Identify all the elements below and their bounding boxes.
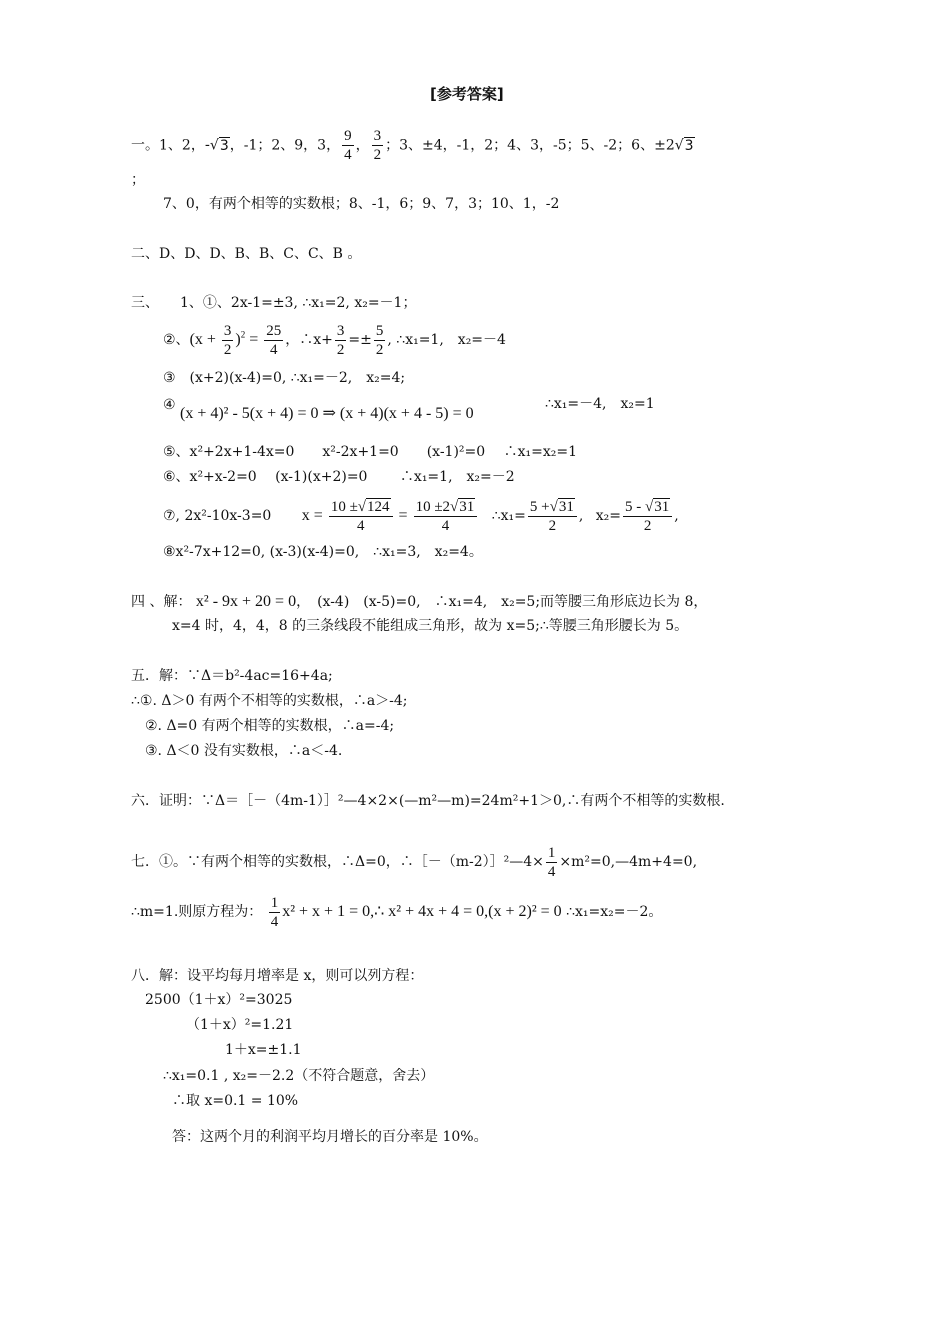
s4-line-1: 四 、解： x² - 9x + 20 = 0， (x-4) (x-5)=0, ∴x₁=4, x₂=5;而等腰三角形底边长为 8， <box>131 593 708 610</box>
s8-line-7: 答：这两个月的利润平均月增长的百分率是 10%。 <box>172 1129 488 1145</box>
s1-text-b: ，-1；2、9，3， <box>229 137 341 154</box>
s1-text-c: ；3、±4，-1，2；4、3，-5；5、-2；6、±2 <box>385 137 675 154</box>
fraction-9-4: $\frac{9}{4}$ <box>344 128 352 163</box>
s1-text-a: 一。1、2， <box>131 137 205 154</box>
s3-line-7: ⑦, 2x²-10x-3=0 x = $\frac{10 \pm√124}{4}$ = $\frac{10 \pm 2√31}{4}$ ∴x₁= $\frac{5 +√31}{2}$ , x₂= $\frac{5 - √31}{2}$ , <box>163 498 679 534</box>
sqrt-symbol: -√3 <box>204 137 229 154</box>
fraction-3-2: $\frac{3}{2}$ <box>373 128 382 163</box>
s8-line-6: ∴取 x=0.1 = 10% <box>172 1093 299 1109</box>
s3-line-8: ⑧x²-7x+12=0, (x-3)(x-4)=0, ∴x₁=3, x₂=4。 <box>163 544 483 560</box>
s8-line-1: 八．解：设平均每月增率是 x，则可以列方程： <box>131 968 424 984</box>
section-2: 二、D、D、D、B、B、C、C、B 。 <box>131 246 362 262</box>
s5-line-2: ∴①. Δ＞0 有两个不相等的实数根，∴a＞-4; <box>131 693 408 709</box>
s8-line-2: 2500（1＋x）²=3025 <box>145 992 293 1008</box>
s3-line-6: ⑥、x²+x-2=0 (x-1)(x+2)=0 ∴x₁=1, x₂=－2 <box>163 469 515 485</box>
s3-line-1: 三、 1、①、2x-1=±3, ∴x₁=2, x₂=－1； <box>131 295 417 311</box>
s3-line-4a: ④ <box>163 397 176 413</box>
s5-line-3: ②. Δ=0 有两个相等的实数根，∴a=-4; <box>145 718 395 734</box>
s8-line-5: ∴x₁=0.1 , x₂=－2.2（不符合题意，舍去） <box>163 1068 435 1084</box>
s3-line-4-equation: (x + 4)² - 5(x + 4) = 0 ⇒ (x + 4)(x + 4 - 5) = 0 <box>180 405 474 422</box>
s3-line-5: ⑤、x²+2x+1-4x=0 x²-2x+1=0 (x-1)²=0 ∴x₁=x₂=1 <box>163 444 578 460</box>
s8-line-3: （1＋x）²=1.21 <box>186 1017 294 1033</box>
s4-line-2: x=4 时，4，4，8 的三条线段不能组成三角形，故为 x=5;∴等腰三角形腰长为 5。 <box>172 618 689 634</box>
s3-line-3: ③ (x+2)(x-4)=0, ∴x₁=－2, x₂=4; <box>163 370 406 386</box>
s5-line-4: ③. Δ＜0 没有实数根，∴a＜-4. <box>145 743 343 759</box>
s5-line-1: 五．解：∵Δ＝b²-4ac=16+4a; <box>131 668 333 684</box>
section-1-line-1: 一。1、2，-√3，-1；2、9，3， $\frac{9}{4}$ ， $\frac{3}{2}$ ；3、±4，-1，2；4、3，-5；5、-2；6、±2√3 <box>131 128 694 163</box>
page-title: [参考答案] <box>430 85 504 103</box>
s7-line-1: 七．①。∵有两个相等的实数根，∴Δ=0，∴［－（m-2）］²—4× $\frac{1}{4}$ ×m²=0,—4m+4=0, <box>131 844 698 880</box>
s1-semicolon: ； <box>131 172 145 188</box>
section-1-line-2: 7、0，有两个相等的实数根；8、-1，6；9、7，3；10、1，-2 <box>163 196 560 212</box>
s3-line-2: ②、(x + $\frac{3}{2}$ )$^2$ = $\frac{25}{4}$ ，∴x+ $\frac{3}{2}$ =± $\frac{5}{2}$ , ∴x₁=1, x₂=－4 <box>163 322 506 358</box>
sqrt-symbol: √3 <box>674 137 694 154</box>
s3-line-4-result: ∴x₁=－4, x₂=1 <box>545 396 655 412</box>
s8-line-4: 1＋x=±1.1 <box>225 1042 302 1058</box>
s7-line-2: ∴m=1.则原方程为： $\frac{1}{4}$ x² + x + 1 = 0,∴ x² + 4x + 4 = 0,(x + 2)² = 0 ∴x₁=x₂=－2。 <box>131 894 663 930</box>
section-6: 六．证明：∵Δ＝［－（4m-1）］²—4×2×(—m²—m)=24m²+1＞0,∴有两个不相等的实数根. <box>131 793 725 809</box>
